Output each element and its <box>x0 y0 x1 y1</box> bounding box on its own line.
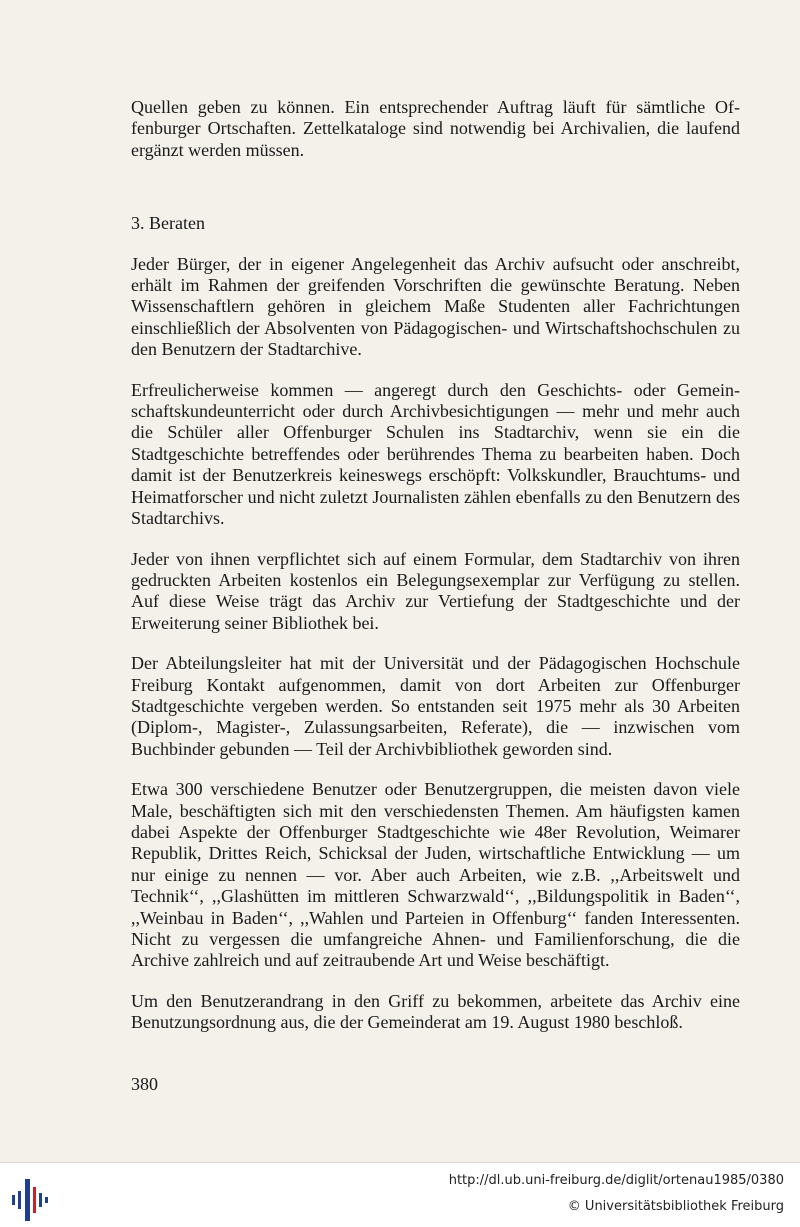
copyright-notice: © Universitätsbibliothek Freiburg <box>567 1199 784 1214</box>
paragraph: Der Abteilungsleiter hat mit der Universität und der Pädagogischen Hochschule Freiburg Kontakt aufgenommen, damit von dort Arbeiten zur Offenburger Stadtgeschichte vergeben werden. So entstanden seit 1975 mehr als 30 Arbeiten (Diplom-, Magister-, Zulassungsarbeiten, Referate), die — inzwischen vom Buchbinder gebunden — Teil der Archivbibliothek geworden sind. <box>131 653 740 759</box>
paragraph: Erfreulicherweise kommen — angeregt durch den Geschichts- oder Gemeinschaftskundeunterricht oder durch Archivbesichtigungen — mehr und mehr auch die Schüler aller Offenburger Schulen ins Stadtarchiv, wenn sie ein die Stadtgeschichte betreffendes oder berührendes Thema zu bearbeiten haben. Doch damit ist der Benutzerkreis keineswegs erschöpft: Volkskundler, Brauchtums- und Heimatforscher und nicht zuletzt Journalisten zählen ebenfalls zu den Benutzern des Stadtarchivs. <box>131 379 740 529</box>
paragraph: Jeder von ihnen verpflichtet sich auf einem Formular, dem Stadtarchiv von ihren gedruckten Arbeiten kostenlos ein Belegungsexemplar zur Verfügung zu stellen. Auf diese Weise trägt das Archiv zur Vertiefung der Stadtgeschichte und der Erweiterung seiner Bibliothek bei. <box>131 548 740 633</box>
page-number: 380 <box>131 1074 158 1094</box>
paragraph: Quellen geben zu können. Ein entsprechender Auftrag läuft für sämtliche Offenburger Ortschaften. Zettelkataloge sind notwendig bei Archivalien, die laufend ergänzt werden müssen. <box>131 97 740 160</box>
paragraph: Jeder Bürger, der in eigener Angelegenheit das Archiv aufsucht oder anschreibt, erhält im Rahmen der greifenden Vorschriften die gewünschte Beratung. Neben Wissenschaftlern gehören in gleichem Maße Studenten aller Fachrichtungen einschließlich der Absolventen von Pädagogischen- und Wirtschaftshochschulen zu den Benutzern der Stadtarchive. <box>131 253 740 360</box>
permalink-url[interactable]: http://dl.ub.uni-freiburg.de/diglit/ortenau1985/0380 <box>448 1173 784 1188</box>
paragraph: Etwa 300 verschiedene Benutzer oder Benutzergruppen, die meisten davon viele Male, beschäftigten sich mit den verschiedensten Themen. Am häufigsten kamen dabei Aspekte der Offenburger Stadtgeschichte wie 48er Revolution, Weimarer Republik, Drittes Reich, Schicksal der Juden, wirtschaftliche Entwicklung — um nur einige zu nennen — vor. Aber auch Arbeiten, wie z.B. ,,Arbeitswelt und Technik‘‘, ,,Glashütten im mittleren Schwarzwald‘‘, ,,Bildungspolitik in Baden‘‘, ,,Weinbau in Baden‘‘, ,,Wahlen und Parteien in Offenburg‘‘ fanden Interessenten. Nicht zu vergessen die umfangreiche Ahnen- und Familienforschung, die die Archive zahlreich und auf zeitraubende Art und Weise beschäftigt. <box>131 779 740 971</box>
viewer-footer <box>0 1162 800 1227</box>
paragraph: Um den Benutzerandrang in den Griff zu bekommen, arbeitete das Archiv eine Benutzungsordnung aus, die der Gemeinderat am 19. August 1980 beschloß. <box>131 990 740 1033</box>
ub-freiburg-logo-icon[interactable] <box>8 1177 54 1223</box>
section-heading: 3. Beraten <box>131 213 205 234</box>
body-text <box>131 97 740 1053</box>
